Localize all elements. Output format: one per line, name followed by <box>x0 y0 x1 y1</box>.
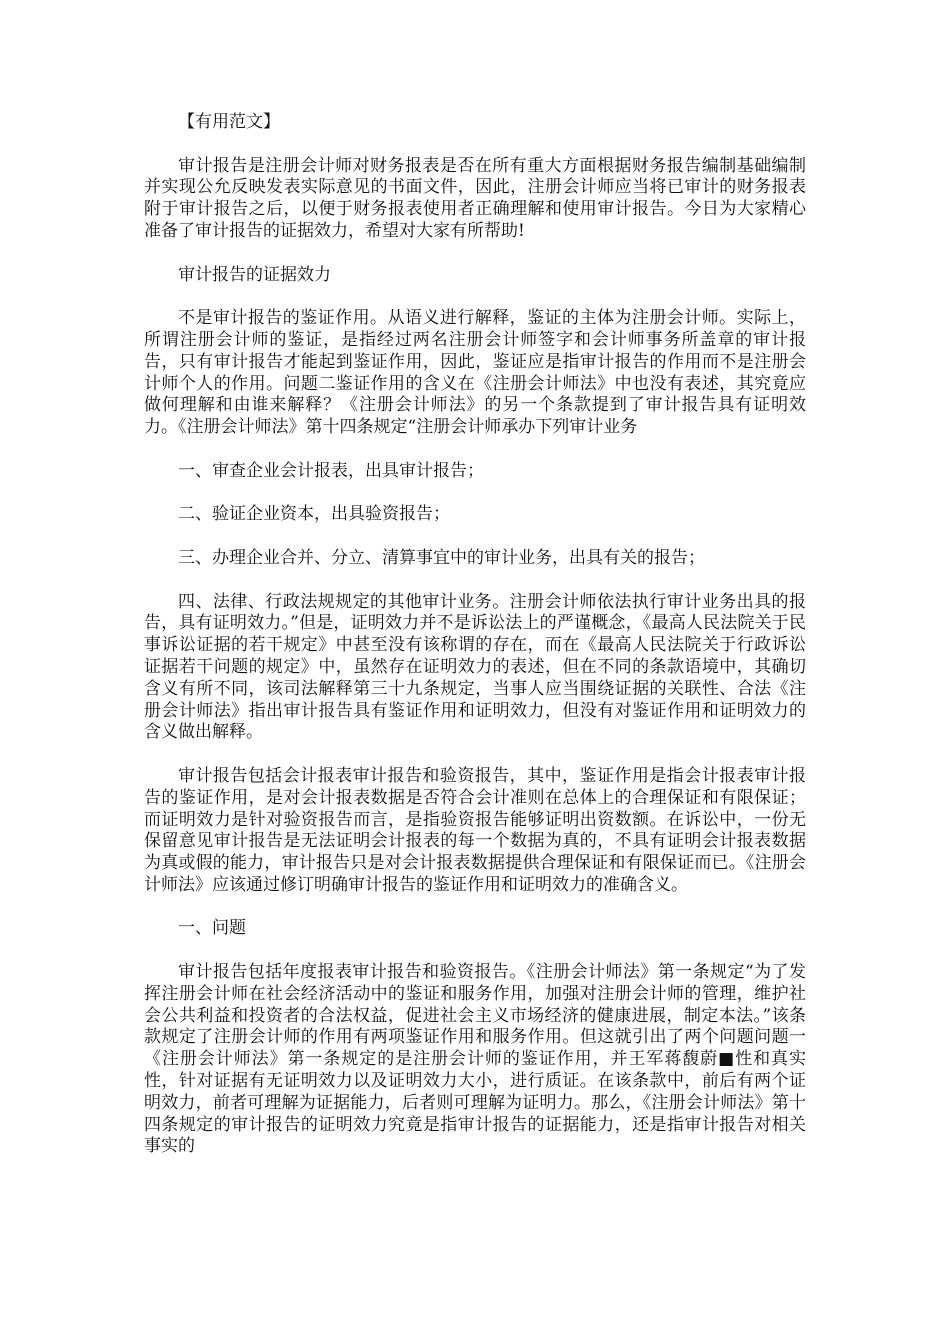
list-item: 三、办理企业合并、分立、清算事宜中的审计业务，出具有关的报告； <box>178 547 705 568</box>
list-item: 二、验证企业资本，出具验资报告； <box>178 504 450 525</box>
subsection-title: 一、问题 <box>178 918 246 939</box>
body-paragraph: 审计报告包括会计报表审计报告和验资报告，其中，鉴证作用是指会计报表审计报告的鉴证作用，是对会计报表数据是否符合会计准则在总体上的合理保证和有限保证；而证明效力是针对验资报告而言，是指验资报告能够证明出资数额。在诉讼中，一份无保留意见审计报告是无法证明会计报表的每一个数据为真的，不具有证明会计报表数据为真或假的能力，审计报告只是对会计报表数据提供合理保证和有限保证而已。《注册会计师法》应该通过修订明确审计报告的鉴证作用和证明效力的准确含义。 <box>144 765 806 895</box>
body-paragraph: 四、法律、行政法规规定的其他审计业务。注册会计师依法执行审计业务出具的报告，具有证明效力。”但是，证明效力并不是诉讼法上的严谨概念，《最高人民法院关于民事诉讼证据的若干规定》中甚至没有该称谓的存在，而在《最高人民法院关于行政诉讼证据若干问题的规定》中，虽然存在证明效力的表述，但在不同的条款语境中，其确切含义有所不同，该司法解释第三十九条规定，当事人应当围绕证据的关联性、合法《注册会计师法》指出审计报告具有鉴证作用和证明效力，但没有对鉴证作用和证明效力的含义做出解释。 <box>144 591 806 743</box>
body-paragraph: 不是审计报告的鉴证作用。从语义进行解释，鉴证的主体为注册会计师。实际上，所谓注册会计师的鉴证，是指经过两名注册会计师签字和会计师事务所盖章的审计报告，只有审计报告才能起到鉴证作用，因此，鉴证应是指审计报告的作用而不是注册会计师个人的作用。问题二鉴证作用的含义在《注册会计师法》中也没有表述，其究竟应做何理解和由谁来解释？《注册会计师法》的另一个条款提到了审计报告具有证明效力。《注册会计师法》第十四条规定“注册会计师承办下列审计业务 <box>144 308 806 438</box>
document-page <box>144 112 806 1180</box>
doc-label: 【有用范文】 <box>178 112 280 132</box>
section-title: 审计报告的证据效力 <box>178 264 331 285</box>
body-paragraph: 审计报告包括年度报表审计报告和验资报告。《注册会计师法》第一条规定“为了发挥注册会计师在社会经济活动中的鉴证和服务作用，加强对注册会计师的管理，维护社会公共利益和投资者的合法权益，促进社会主义市场经济的健康进展，制定本法。”该条款规定了注册会计师的作用有两项鉴证作用和服务作用。但这就引出了两个问题问题一《注册会计师法》第一条规定的是注册会计师的鉴证作用，并王军蒋馥蔚■性和真实性，针对证据有无证明效力以及证明效力大小，进行质证。在该条款中，前后有两个证明效力，前者可理解为证据能力，后者则可理解为证明力。那么，《注册会计师法》第十四条规定的审计报告的证明效力究竟是指审计报告的证据能力，还是指审计报告对相关事实的 <box>144 962 806 1157</box>
list-item: 一、审查企业会计报表，出具审计报告； <box>178 460 484 481</box>
intro-paragraph: 审计报告是注册会计师对财务报表是否在所有重大方面根据财务报告编制基础编制并实现公允反映发表实际意见的书面文件，因此，注册会计师应当将已审计的财务报表附于审计报告之后，以便于财务报表使用者正确理解和使用审计报告。今日为大家精心准备了审计报告的证据效力，希望对大家有所帮助! <box>144 155 806 241</box>
